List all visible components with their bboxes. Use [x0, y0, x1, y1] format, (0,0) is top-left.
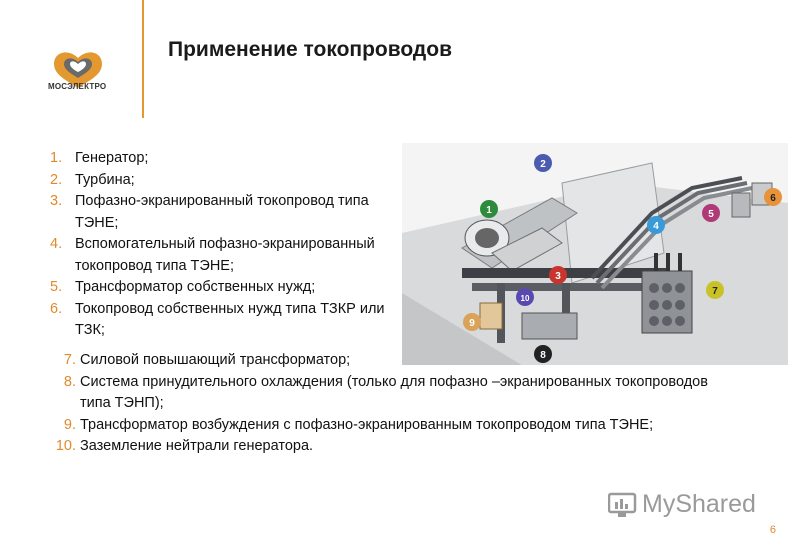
- myshared-icon: [608, 492, 638, 518]
- page-title: Применение токопроводов: [168, 38, 453, 61]
- legend-list-bottom: [50, 350, 770, 458]
- list-item: 7. Силовой повышающий трансформатор;: [63, 352, 351, 368]
- list-item: 10. Заземление нейтрали генератора.: [55, 438, 314, 454]
- header-divider: [142, 0, 144, 118]
- marker-10-label: 10: [520, 294, 530, 303]
- marker-9-label: 9: [469, 318, 475, 329]
- marker-2-label: 2: [540, 159, 546, 170]
- list-item: 2. Турбина;: [50, 171, 135, 188]
- list-item: 5. Трансформатор собственных нужд;: [50, 279, 316, 295]
- watermark-text: MyShared: [642, 490, 756, 518]
- marker-6-label: 6: [770, 193, 776, 204]
- mosenergo-logo: [46, 42, 116, 102]
- marker-1-label: 1: [486, 205, 492, 216]
- marker-8-label: 8: [540, 350, 546, 361]
- logo-text: МОСЭЛЕКТРО: [48, 82, 107, 91]
- marker-5-label: 5: [708, 209, 714, 220]
- marker-4-label: 4: [653, 221, 659, 232]
- list-item: 9. Трансформатор возбуждения с пофазно-экранированным токопроводом типа ТЭНЕ;: [63, 416, 654, 433]
- list-item: 1. Генератор;: [50, 150, 149, 166]
- list-item: 8. Система принудительного охлаждения (только для пофазно –экранированных токопроводов типа ТЭНП);: [63, 373, 708, 411]
- list-item: 4. Вспомогательный пофазно-экранированный токопровод типа ТЭНЕ;: [50, 236, 375, 274]
- marker-7-label: 7: [712, 286, 718, 297]
- list-item: 6. Токопровод собственных нужд типа ТЗКР или ТЗК;: [50, 300, 385, 338]
- list-item: 3. Пофазно-экранированный токопровод типа ТЭНЕ;: [50, 193, 369, 231]
- legend-list-top: [50, 148, 410, 342]
- marker-3-label: 3: [555, 271, 561, 282]
- page-number: 6: [769, 524, 776, 536]
- busbar-diagram: [402, 143, 788, 365]
